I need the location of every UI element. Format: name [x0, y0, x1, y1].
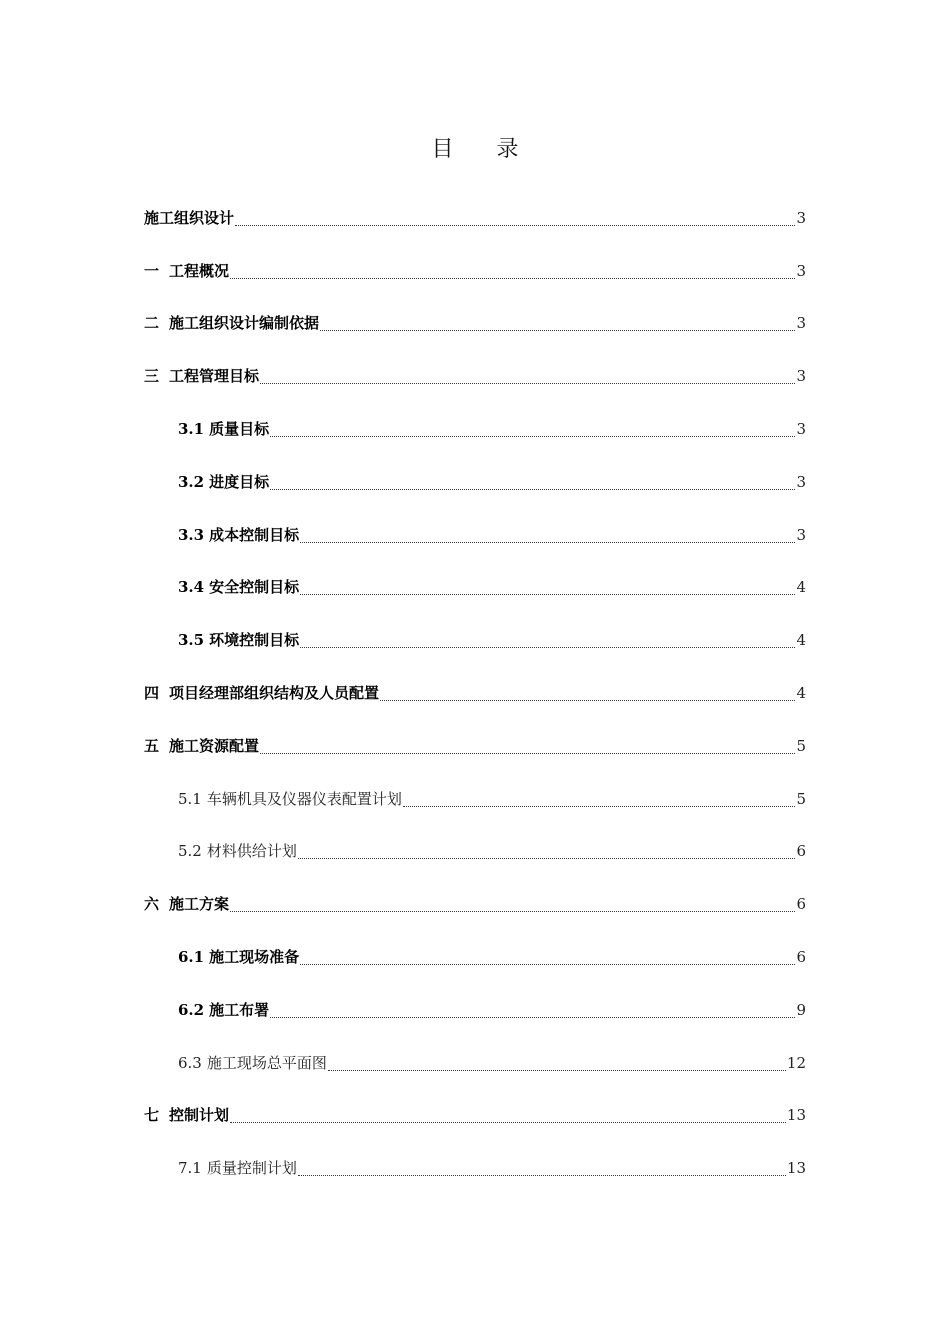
toc-page-number: 6	[796, 947, 806, 966]
toc-entry-number: 五	[144, 736, 160, 755]
dot-leader	[230, 1121, 786, 1123]
toc-page-number: 6	[796, 895, 806, 914]
toc-entry[interactable]	[144, 467, 806, 520]
toc-entry-label: 项目经理部组织结构及人员配置	[169, 683, 380, 702]
toc-page-number: 6	[796, 842, 806, 861]
toc-page-number: 3	[796, 314, 806, 333]
toc-entry-number: 7.1	[178, 1159, 202, 1178]
toc-entry-text	[178, 626, 299, 654]
toc-entry-number: 3.5	[178, 631, 205, 650]
toc-entry-label: 工程概况	[169, 261, 230, 280]
toc-entry-text	[144, 732, 259, 760]
toc-entry-number: 5.2	[178, 842, 202, 861]
toc-entry-text	[144, 890, 229, 918]
dot-leader	[300, 541, 795, 543]
toc-entry-text	[144, 362, 259, 390]
toc-entry[interactable]	[144, 942, 806, 995]
toc-page-number: 3	[796, 525, 806, 544]
toc-entry[interactable]	[144, 1101, 806, 1154]
toc-entry-number: 二	[144, 314, 160, 333]
toc-entry[interactable]	[144, 784, 806, 837]
dot-leader	[380, 699, 795, 701]
dot-leader	[260, 752, 795, 754]
toc-entry-number: 6.3	[178, 1053, 202, 1072]
toc-entry[interactable]	[144, 731, 806, 784]
toc-entry-number: 六	[144, 895, 160, 914]
toc-entry-number: 6.2	[178, 1000, 205, 1019]
toc-page-number: 3	[796, 472, 806, 491]
toc-entry-label: 施工组织设计编制依据	[169, 314, 320, 333]
toc-entry-number: 3.4	[178, 578, 205, 597]
toc-entry-number: 三	[144, 367, 160, 386]
toc-entry-text	[144, 204, 234, 232]
toc-entry[interactable]	[144, 1153, 806, 1206]
toc-page-number: 3	[796, 261, 806, 280]
toc-entry[interactable]	[144, 361, 806, 414]
toc-entry-number: 七	[144, 1106, 160, 1125]
toc-page-number: 3	[796, 367, 806, 386]
toc-entry-number: 6.1	[178, 947, 205, 966]
toc-entry[interactable]	[144, 203, 806, 256]
toc-entry-label: 质量目标	[209, 419, 270, 438]
toc-entry[interactable]	[144, 995, 806, 1048]
toc-page-number: 4	[796, 631, 806, 650]
toc-page-number: 9	[796, 1000, 806, 1019]
toc-page-number: 3	[796, 208, 806, 227]
toc-entry-number: 3.2	[178, 472, 205, 491]
dot-leader	[270, 1016, 795, 1018]
toc-entry-text	[178, 1154, 297, 1182]
toc-entry[interactable]	[144, 625, 806, 678]
toc-entry-number: 四	[144, 683, 160, 702]
toc-entry-label: 质量控制计划	[206, 1159, 297, 1178]
toc-entry-text	[178, 1049, 327, 1077]
toc-page-number: 5	[796, 789, 806, 808]
toc-entry[interactable]	[144, 837, 806, 890]
toc-entry-label: 成本控制目标	[209, 525, 300, 544]
dot-leader	[300, 646, 795, 648]
toc-entry-label: 施工方案	[169, 895, 230, 914]
toc-entry-number: 5.1	[178, 789, 202, 808]
toc-entry-label: 工程管理目标	[169, 367, 260, 386]
dot-leader	[270, 435, 795, 437]
toc-entry-text	[144, 679, 379, 707]
dot-leader	[300, 593, 795, 595]
toc-entry-label: 施工现场准备	[209, 947, 300, 966]
dot-leader	[260, 382, 795, 384]
dot-leader	[320, 329, 795, 331]
dot-leader	[298, 1174, 786, 1176]
dot-leader	[328, 1069, 786, 1071]
dot-leader	[270, 488, 795, 490]
toc-entry-label: 环境控制目标	[209, 631, 300, 650]
table-of-contents	[144, 203, 806, 1206]
toc-entry-text	[144, 1101, 229, 1129]
toc-entry[interactable]	[144, 309, 806, 362]
toc-entry[interactable]	[144, 573, 806, 626]
toc-entry-label: 车辆机具及仪器仪表配置计划	[206, 789, 402, 808]
toc-page-number: 13	[786, 1106, 806, 1125]
toc-page-number: 12	[786, 1053, 806, 1072]
toc-entry[interactable]	[144, 889, 806, 942]
toc-page-number: 5	[796, 736, 806, 755]
toc-entry-text	[178, 573, 299, 601]
toc-entry-text	[144, 309, 319, 337]
toc-entry[interactable]	[144, 414, 806, 467]
toc-entry-text	[178, 468, 269, 496]
toc-entry-text	[178, 521, 299, 549]
toc-entry-text	[144, 257, 229, 285]
toc-page-number: 13	[786, 1159, 806, 1178]
toc-entry-text	[178, 996, 269, 1024]
toc-entry-text	[178, 943, 299, 971]
toc-entry-label: 控制计划	[169, 1106, 230, 1125]
toc-entry-label: 施工布署	[209, 1000, 270, 1019]
dot-leader	[298, 857, 796, 859]
toc-entry-label: 施工现场总平面图	[206, 1053, 327, 1072]
page-title: 目 录	[431, 137, 537, 162]
dot-leader	[230, 910, 795, 912]
toc-entry-text	[178, 785, 402, 813]
toc-page-number: 3	[796, 419, 806, 438]
toc-entry-label: 施工资源配置	[169, 736, 260, 755]
dot-leader	[230, 277, 795, 279]
toc-entry[interactable]	[144, 520, 806, 573]
toc-entry[interactable]	[144, 678, 806, 731]
toc-entry[interactable]	[144, 256, 806, 309]
toc-entry-number: 3.1	[178, 419, 205, 438]
toc-entry-number: 3.3	[178, 525, 205, 544]
toc-entry-label: 施工组织设计	[144, 208, 235, 227]
dot-leader	[235, 224, 795, 226]
toc-page-number: 4	[796, 578, 806, 597]
toc-entry-number: 一	[144, 261, 160, 280]
toc-entry-label: 进度目标	[209, 472, 270, 491]
dot-leader	[403, 805, 796, 807]
toc-entry-label: 材料供给计划	[206, 842, 297, 861]
toc-entry[interactable]	[144, 1048, 806, 1101]
toc-entry-label: 安全控制目标	[209, 578, 300, 597]
dot-leader	[300, 963, 795, 965]
toc-page-number: 4	[796, 683, 806, 702]
toc-entry-text	[178, 415, 269, 443]
toc-entry-text	[178, 837, 297, 865]
